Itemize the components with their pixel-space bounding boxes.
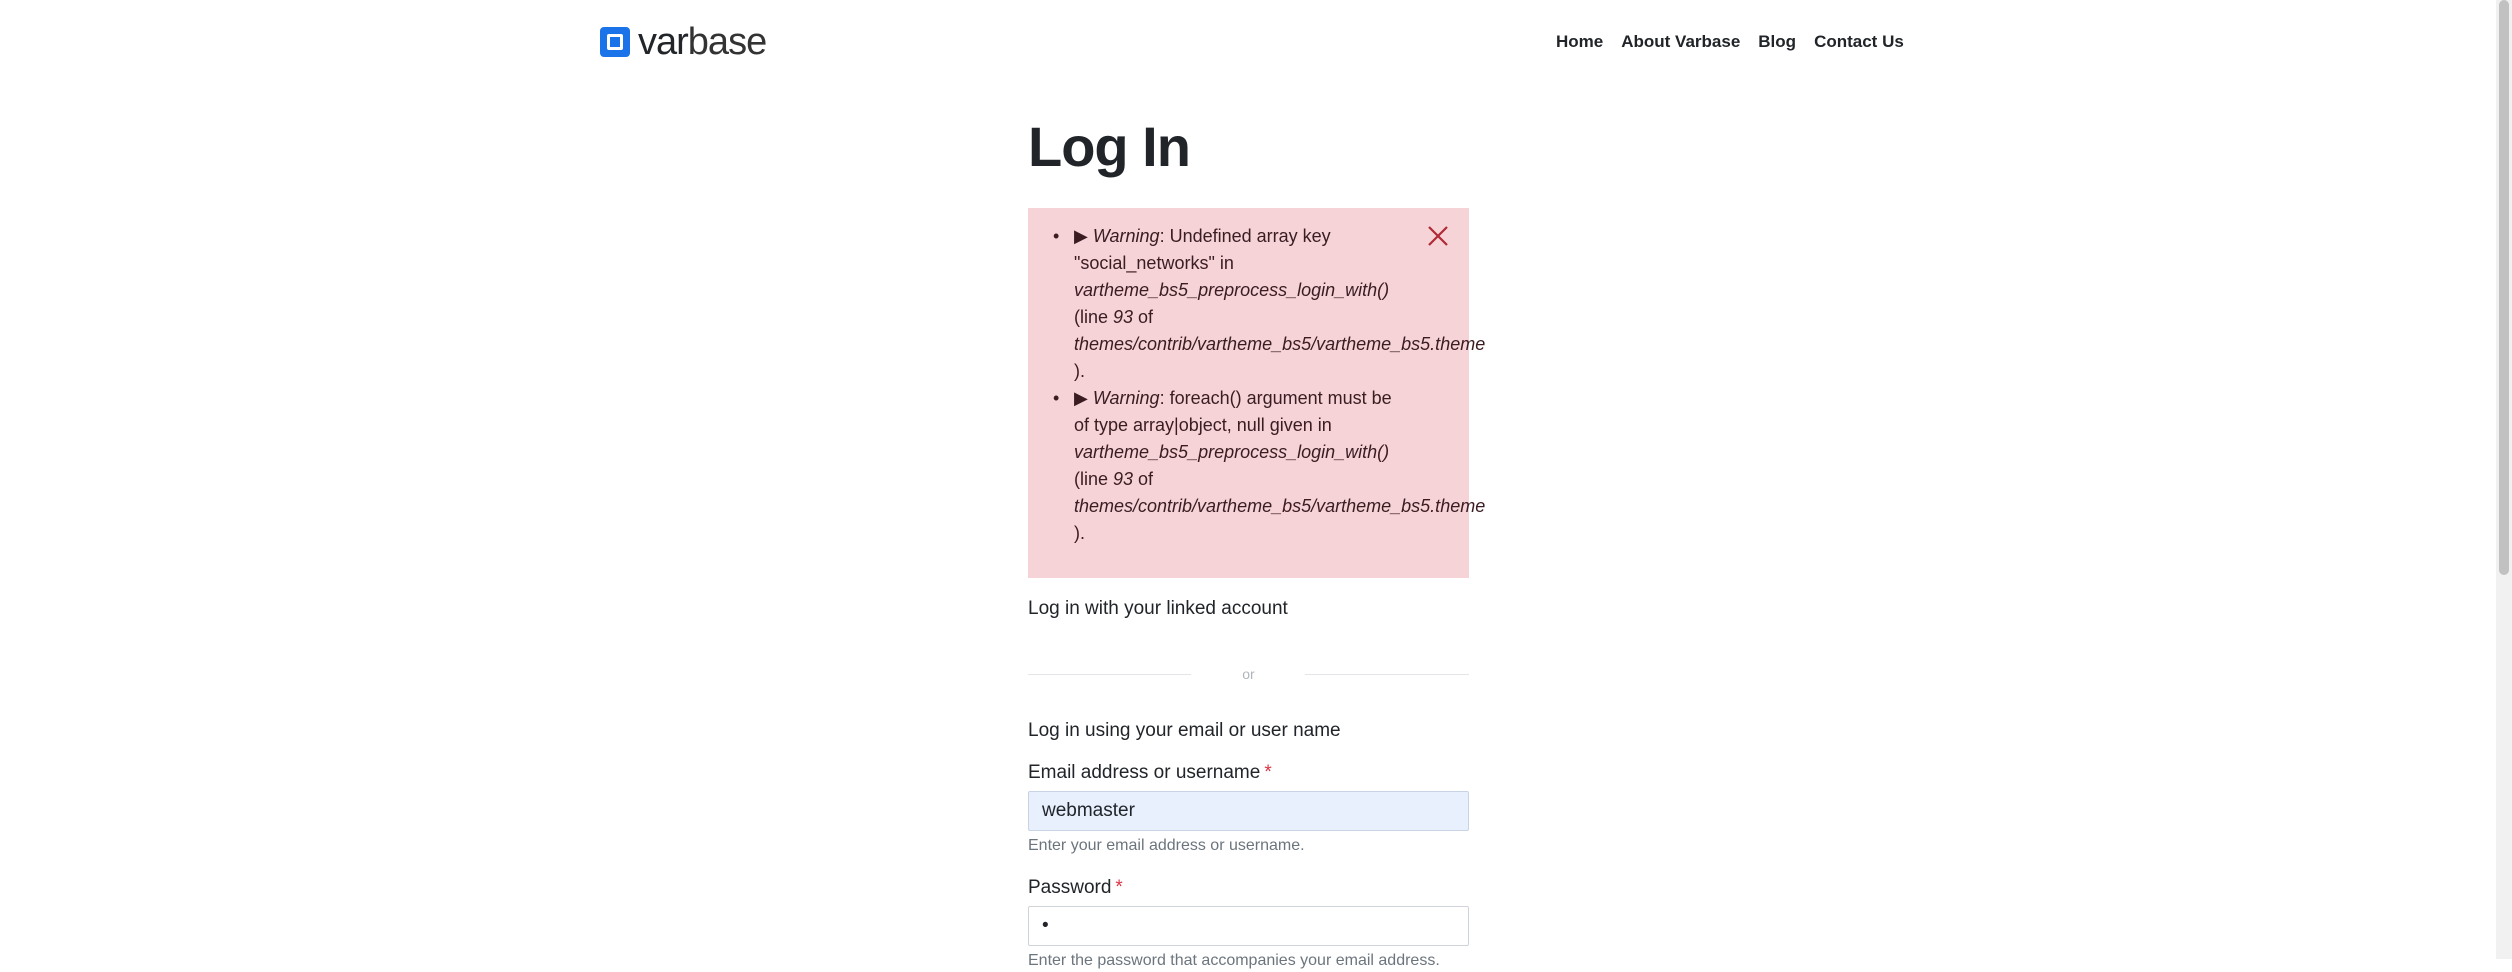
nav-contact-us[interactable]: Contact Us [1814, 32, 1904, 51]
alert-message [1056, 223, 1556, 385]
login-instructions: Log in using your email or user name [1028, 720, 1341, 741]
required-marker: * [1115, 877, 1123, 898]
message-end: ). [1074, 523, 1085, 543]
message-end: ). [1074, 361, 1085, 381]
message-text-line1: : Undefined array key [1159, 226, 1331, 246]
main-nav [1556, 30, 1904, 54]
logo-text-bold: var [638, 21, 688, 63]
details-toggle-icon[interactable]: ▶ [1074, 388, 1088, 408]
login-main [1028, 110, 1486, 969]
close-icon [1425, 223, 1451, 249]
message-text-line1: : foreach() argument must be [1159, 388, 1392, 408]
email-help-text: Enter your email address or username. [1028, 837, 1305, 854]
message-type: Warning [1092, 388, 1160, 408]
password-label [1028, 875, 1123, 901]
message-file: themes/contrib/vartheme_bs5/vartheme_bs5.theme [1074, 334, 1486, 354]
nav-about-varbase[interactable]: About Varbase [1621, 32, 1741, 51]
nav-blog[interactable]: Blog [1758, 32, 1797, 51]
email-label-text: Email address or username [1028, 762, 1261, 783]
message-line-prefix: (line [1074, 307, 1114, 327]
password-help-text: Enter the password that accompanies your email address. [1028, 952, 1440, 969]
logo-text-thin: base [687, 21, 767, 63]
message-line-number: 93 [1113, 469, 1134, 489]
close-alert-button[interactable] [1425, 223, 1451, 249]
alert-message-list [1056, 223, 1556, 547]
alert-message [1056, 385, 1556, 547]
message-line-suffix: of [1133, 469, 1154, 489]
site-header [0, 0, 2512, 84]
logo-text [638, 22, 766, 62]
message-text-line2: of type array|object, null given in [1074, 415, 1332, 435]
message-line-number: 93 [1113, 307, 1134, 327]
password-field[interactable]: • [1028, 906, 1469, 946]
page-title: Log In [1028, 115, 1190, 178]
message-function: vartheme_bs5_preprocess_login_with() [1074, 442, 1390, 462]
scrollbar-thumb[interactable] [2499, 0, 2509, 575]
or-divider [1028, 663, 1469, 683]
divider-or-text: or [1242, 666, 1255, 682]
message-file: themes/contrib/vartheme_bs5/vartheme_bs5.theme [1074, 496, 1486, 516]
message-line-suffix: of [1133, 307, 1154, 327]
message-function: vartheme_bs5_preprocess_login_with() [1074, 280, 1390, 300]
email-label [1028, 760, 1272, 786]
message-line-prefix: (line [1074, 469, 1114, 489]
linked-account-text: Log in with your linked account [1028, 598, 1288, 619]
password-label-text: Password [1028, 877, 1112, 898]
page-scrollbar[interactable] [2496, 0, 2512, 959]
varbase-logo-icon [600, 27, 630, 57]
details-toggle-icon[interactable]: ▶ [1074, 226, 1088, 246]
required-marker: * [1264, 762, 1272, 783]
divider-rule-right [1305, 674, 1469, 675]
email-field[interactable]: webmaster [1028, 791, 1469, 831]
site-logo[interactable] [600, 22, 766, 62]
error-alert [1028, 208, 1486, 578]
message-type: Warning [1092, 226, 1160, 246]
nav-home[interactable]: Home [1556, 32, 1604, 51]
message-text-line2: "social_networks" in [1074, 253, 1234, 273]
